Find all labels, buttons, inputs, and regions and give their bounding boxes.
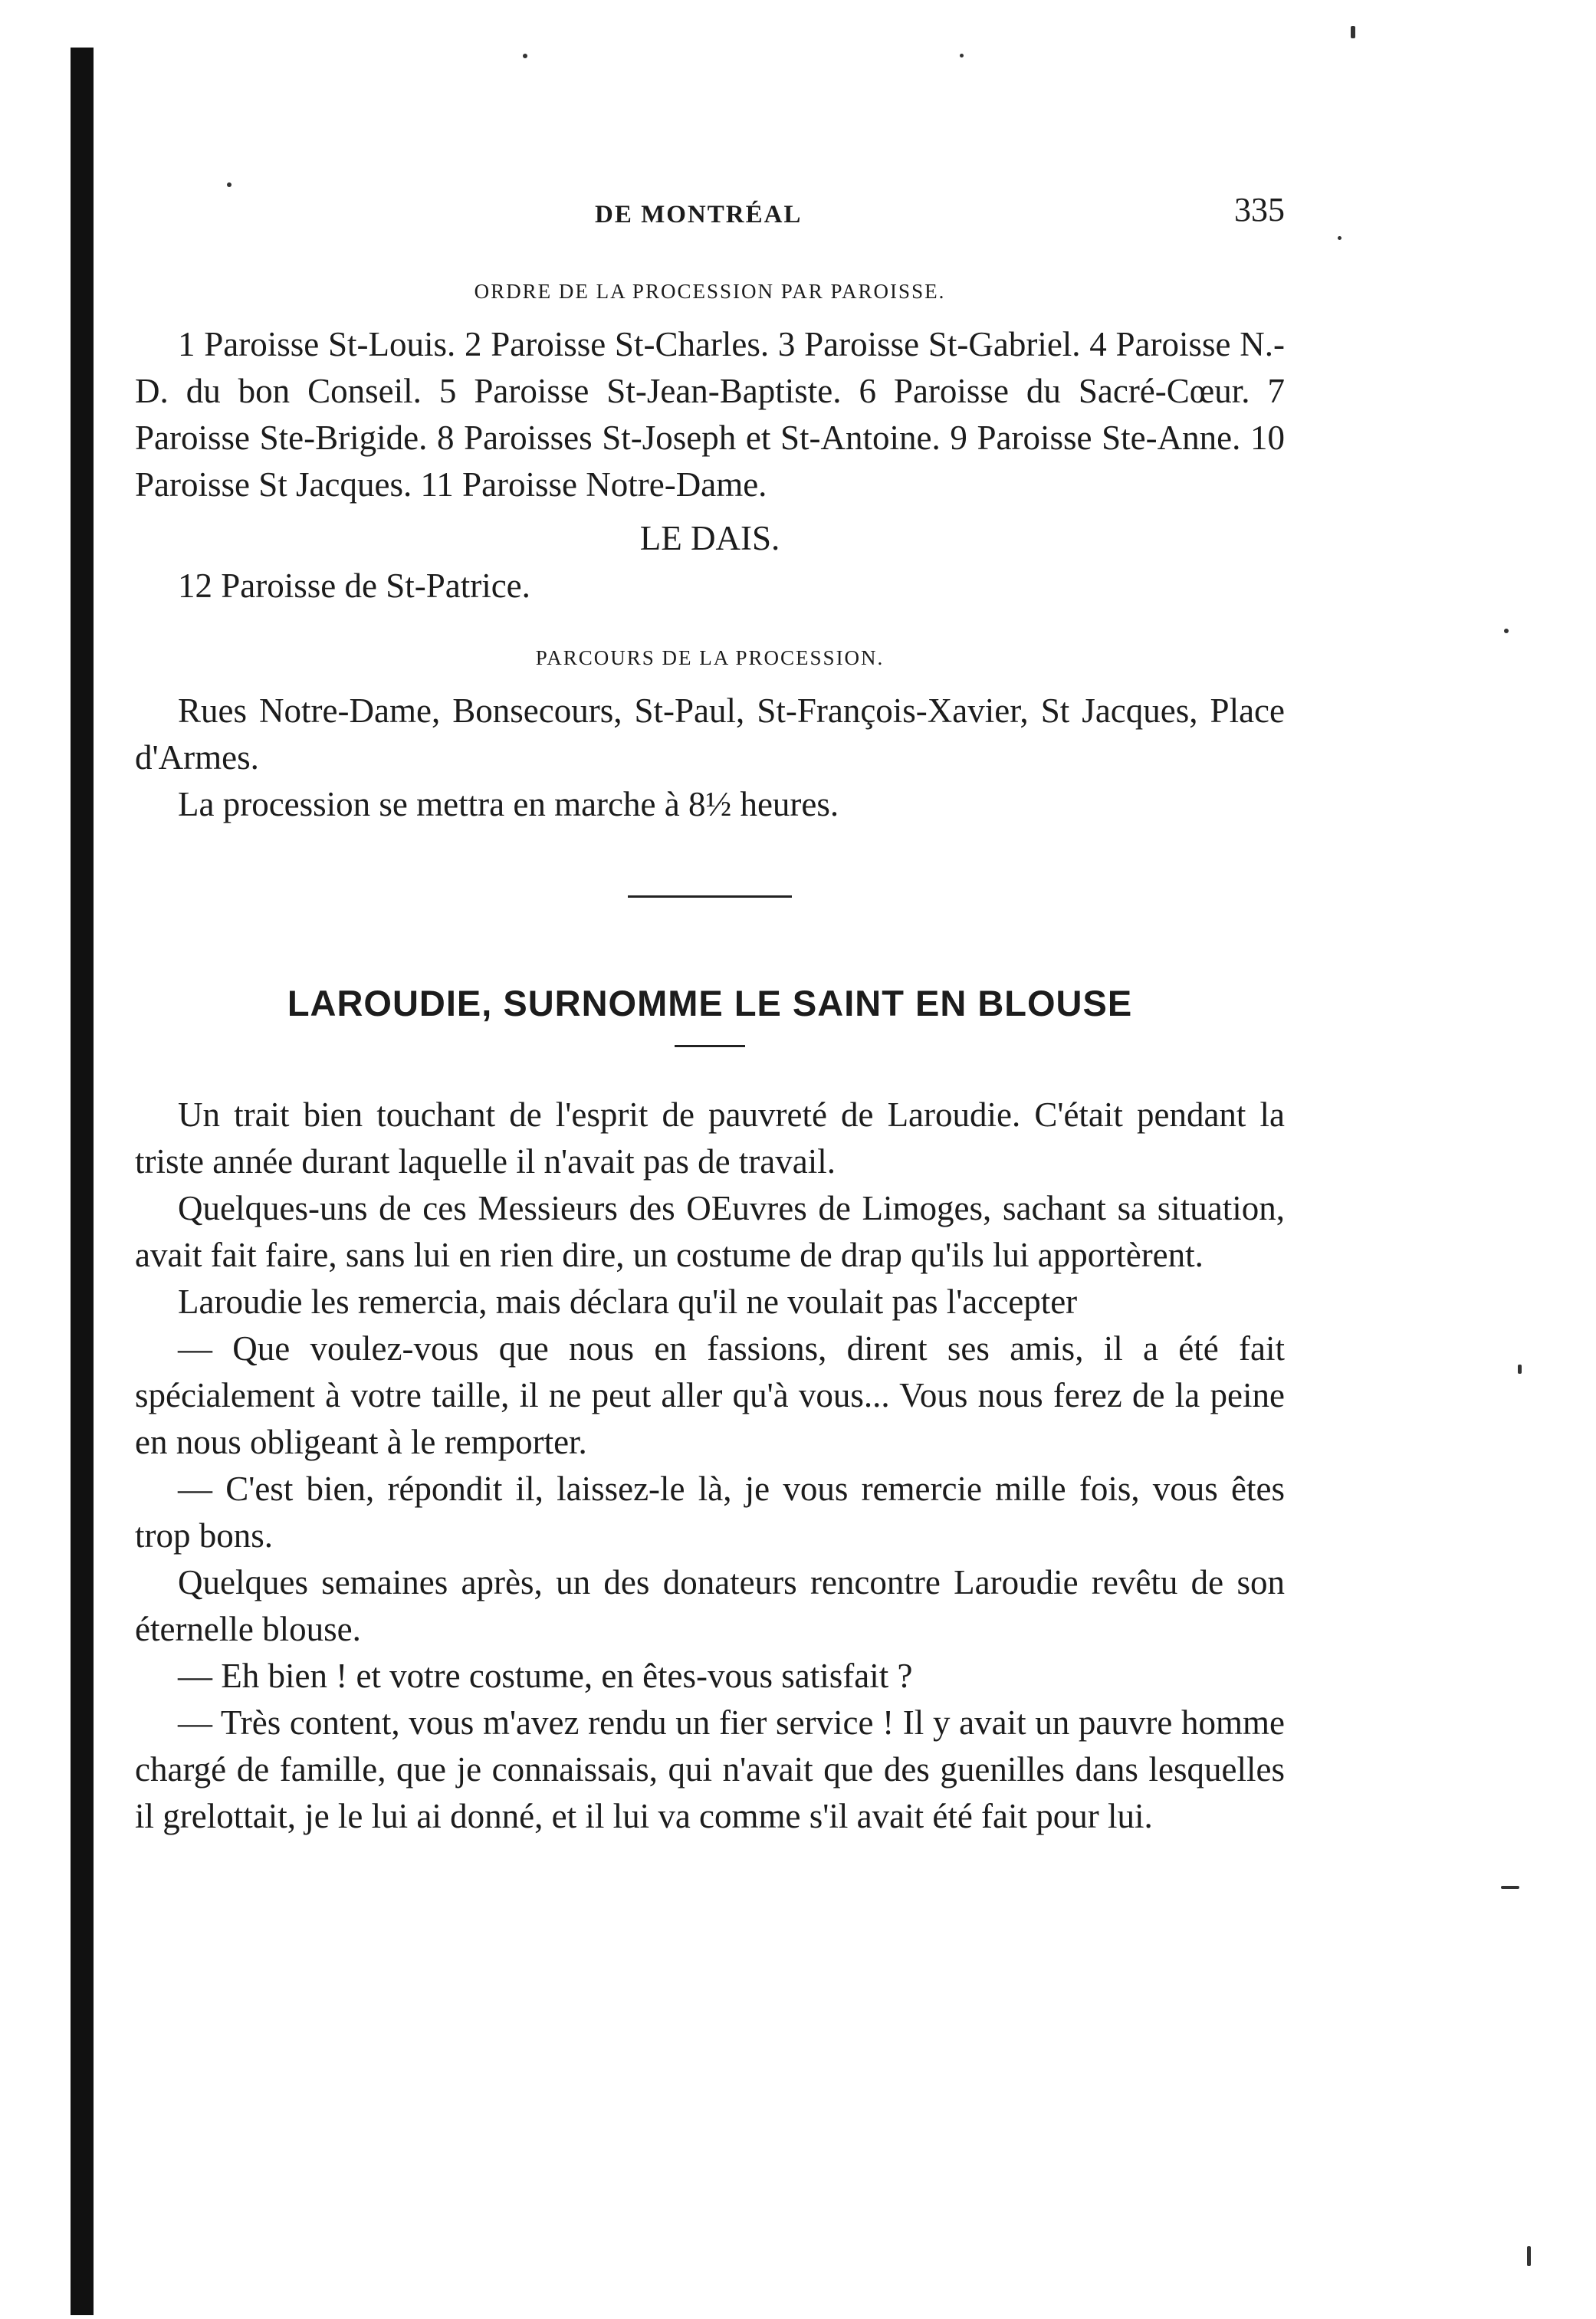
page-body bbox=[135, 272, 1285, 1840]
story-paragraph: — Très content, vous m'avez rendu un fier service ! Il y avait un pauvre homme chargé de famille, que je connaissais, qui n'avait que des guenilles dans lesquelles il grelottait, je le lui ai donné, et il lui va comme s'il avait été fait pour lui. bbox=[135, 1703, 1285, 1835]
story-paragraph: — Que voulez-vous que nous en fassions, dirent ses amis, il a été fait spécialement à votre taille, il ne peut aller qu'à vous... Vous nous ferez de la peine en nous obligeant à le remporter. bbox=[135, 1329, 1285, 1461]
story-paragraph: Quelques semaines après, un des donateurs rencontre Laroudie revêtu de son éternelle blouse. bbox=[135, 1563, 1285, 1648]
route-streets-paragraph: Rues Notre-Dame, Bonsecours, St-Paul, St-François-Xavier, St Jacques, Place d'Armes. bbox=[135, 691, 1285, 777]
scan-speck bbox=[1518, 1365, 1522, 1374]
story-paragraph: Laroudie les remercia, mais déclara qu'il ne voulait pas l'accepter bbox=[178, 1283, 1078, 1321]
scan-speck bbox=[1527, 2246, 1531, 2266]
story-paragraph: Un trait bien touchant de l'esprit de pauvreté de Laroudie. C'était pendant la triste année durant laquelle il n'avait pas de travail. bbox=[135, 1095, 1285, 1181]
story-paragraph: — Eh bien ! et votre costume, en êtes-vous satisfait ? bbox=[178, 1657, 913, 1695]
page-header bbox=[135, 190, 1285, 244]
story-paragraph: — C'est bien, répondit il, laissez-le là, je vous remercie mille fois, vous êtes trop bons. bbox=[135, 1470, 1285, 1555]
procession-route-heading: PARCOURS DE LA PROCESSION. bbox=[535, 646, 885, 669]
running-head: DE MONTRÉAL bbox=[595, 201, 803, 228]
dais-line: LE DAIS. bbox=[639, 519, 780, 557]
story-title: LAROUDIE, SURNOMME LE SAINT EN BLOUSE bbox=[287, 983, 1133, 1023]
scan-speck bbox=[1504, 629, 1509, 633]
parish-order-paragraph: 1 Paroisse St-Louis. 2 Paroisse St-Charles. 3 Paroisse St-Gabriel. 4 Paroisse N.-D. du bon Conseil. 5 Paroisse St-Jean-Baptiste. 6 Paroisse du Sacré-Cœur. 7 Paroisse Ste-Brigide. 8 Paroisses St-Joseph et St-Antoine. 9 Paroisse Ste-Anne. 10 Paroisse St Jacques. 11 Paroisse Notre-Dame. bbox=[135, 325, 1285, 504]
binding-shadow bbox=[71, 48, 94, 2315]
story-paragraph: Quelques-uns de ces Messieurs des OEuvres de Limoges, sachant sa situation, avait fait faire, sans lui en rien dire, un costume de drap qu'ils lui apportèrent. bbox=[135, 1189, 1285, 1274]
scan-speck bbox=[523, 54, 527, 58]
scan-speck bbox=[1338, 236, 1341, 240]
procession-order-heading: ORDRE DE LA PROCESSION PAR PAROISSE. bbox=[474, 280, 946, 303]
scan-speck bbox=[227, 182, 232, 187]
scan-speck bbox=[1501, 1886, 1519, 1889]
parish-order-last-item: 12 Paroisse de St-Patrice. bbox=[178, 567, 530, 605]
route-start-time: La procession se mettra en marche à 8½ heures. bbox=[178, 785, 839, 823]
scan-speck bbox=[960, 54, 964, 57]
scan-speck bbox=[1351, 26, 1355, 38]
page-number: 335 bbox=[1234, 191, 1285, 228]
